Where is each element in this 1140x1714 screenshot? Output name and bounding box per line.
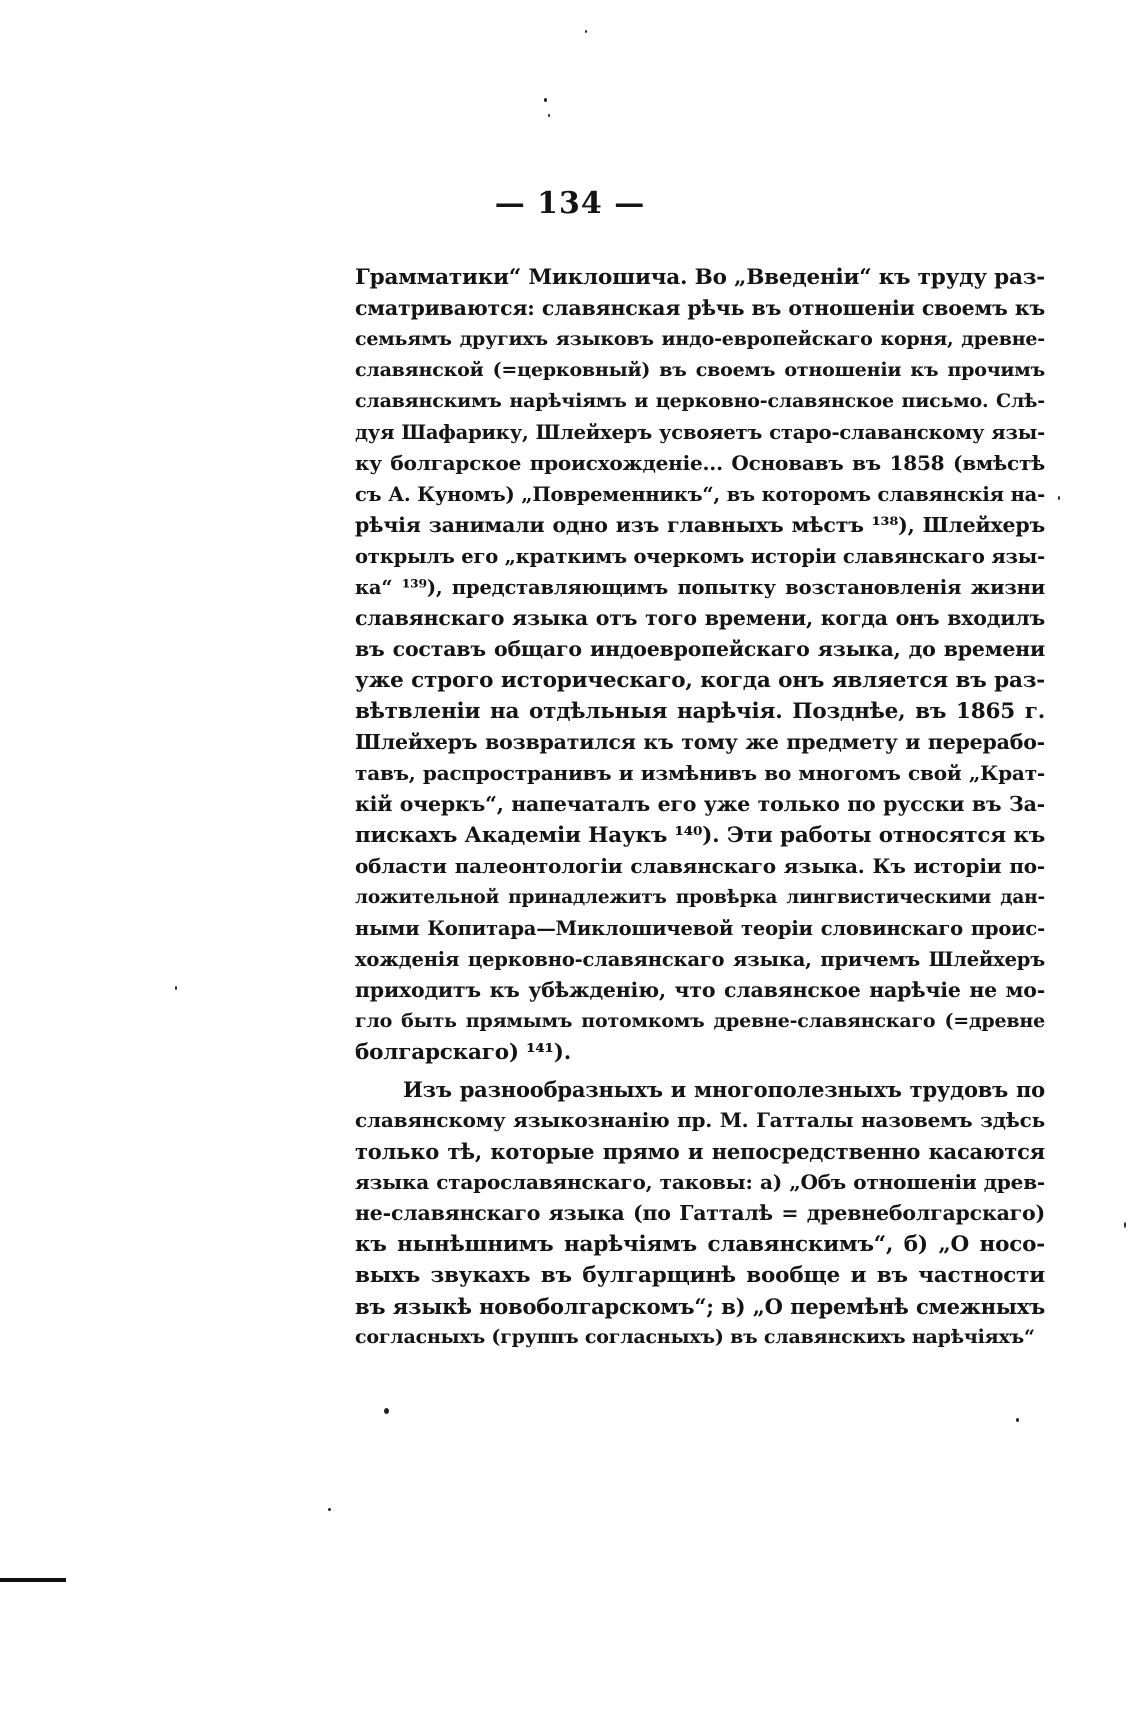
text-line: приходитъ къ убѣжденію, что славянское нарѣчіе не мо- [355,978,1045,1002]
scan-speck [1058,496,1060,500]
text-line: болгарскаго) ¹⁴¹). [355,1040,572,1065]
scan-mark [0,1578,66,1582]
text-line: славянскаго языка отъ того времени, когда онъ входилъ [355,606,1045,630]
text-line: выхъ звукахъ въ булгарщинѣ вообще и въ частности [355,1263,1045,1288]
text-line: области палеонтологіи славянскаго языка. Къ исторіи по- [355,854,1045,878]
text-line: тавъ, распространивъ и измѣнивъ во многомъ свой „Крат- [355,761,1045,785]
paragraph [355,262,1045,1068]
text-line: Грамматики“ Миклошича. Во „Введеніи“ къ труду раз- [355,265,1045,290]
page-number: — 134 — [494,186,646,221]
text-line: языка старославянскаго, таковы: а) „Объ отношеніи древ- [355,1170,1045,1194]
text-line: ными Копитара—Миклошичевой теоріи словинскаго проис- [355,917,1045,940]
scan-speck [585,30,587,33]
text-line: только тѣ, которые прямо и непосредственно касаются [355,1139,1045,1164]
body-text [355,262,1045,1353]
text-line: кій очеркъ“, напечаталъ его уже только по русски въ За- [355,792,1045,816]
scan-speck [175,986,177,990]
text-line: въ языкѣ новоболгарскомъ“; в) „О перемѣнѣ смежныхъ [355,1294,1045,1319]
text-line: съ А. Куномъ) „Повременникъ“, въ которомъ славянскія на- [355,483,1045,506]
text-line: семьямъ другихъ языковъ индо-европейскаго корня, древне- [355,328,1045,350]
scan-speck [328,1508,331,1511]
paragraph [355,1074,1045,1353]
scan-speck [384,1408,389,1414]
text-line: славянской (=церковный) въ своемъ отношеніи къ прочимъ [355,359,1045,381]
text-line: дуя Шафарику, Шлейхеръ усвояетъ старо-славанскому язы- [355,421,1045,444]
text-line: въ составъ общаго индоевропейскаго языка, до времени [355,637,1045,661]
text-line: хожденія церковно-славянскаго языка, причемъ Шлейхеръ [355,948,1045,971]
text-line: ка“ ¹³⁹), представляющимъ попытку возстановленія жизни [355,576,1045,599]
text-line: пискахъ Академіи Наукъ ¹⁴⁰). Эти работы относятся къ [355,823,1045,848]
text-line: уже строго историческаго, когда онъ является въ раз- [355,668,1045,693]
text-line: согласныхъ (группъ согласныхъ) въ славянскихъ нарѣчіяхъ“ [355,1326,1035,1348]
text-line: Изъ разнообразныхъ и многополезныхъ трудовъ по [403,1077,1045,1102]
scan-speck [544,98,547,102]
text-line: не-славянскаго языка (по Гатталѣ = древнеболгарскаго) [355,1201,1045,1225]
text-line: сматриваются: славянская рѣчь въ отношеніи своемъ къ [355,296,1045,320]
text-line: къ нынѣшнимъ нарѣчіямъ славянскимъ“, б) „О носо- [355,1232,1045,1257]
scan-speck [548,114,550,117]
text-line: ложительной принадлежитъ провѣрка лингвистическими дан- [355,887,1045,908]
text-line: вѣтвленіи на отдѣльныя нарѣчія. Позднѣе, въ 1865 г. [355,699,1045,724]
scan-speck [1124,1222,1126,1228]
text-line: славянскимъ нарѣчіямъ и церковно-славянское письмо. Слѣ- [355,390,1045,412]
text-line: открылъ его „краткимъ очеркомъ исторіи славянскаго язы- [355,545,1046,568]
scan-speck [1016,1418,1019,1422]
text-line: рѣчія занимали одно изъ главныхъ мѣстъ ¹³⁸), Шлейхеръ [355,513,1045,537]
text-line: гло быть прямымъ потомкомъ древне-славянскаго (=древне [355,1010,1045,1032]
text-line: ку болгарское происхожденіе... Основавъ въ 1858 (вмѣстѣ [355,451,1045,475]
text-line: Шлейхеръ возвратился къ тому же предмету и перерабо- [355,730,1045,754]
text-line: славянскому языкознанію пр. М. Гатталы назовемъ здѣсь [355,1108,1045,1132]
